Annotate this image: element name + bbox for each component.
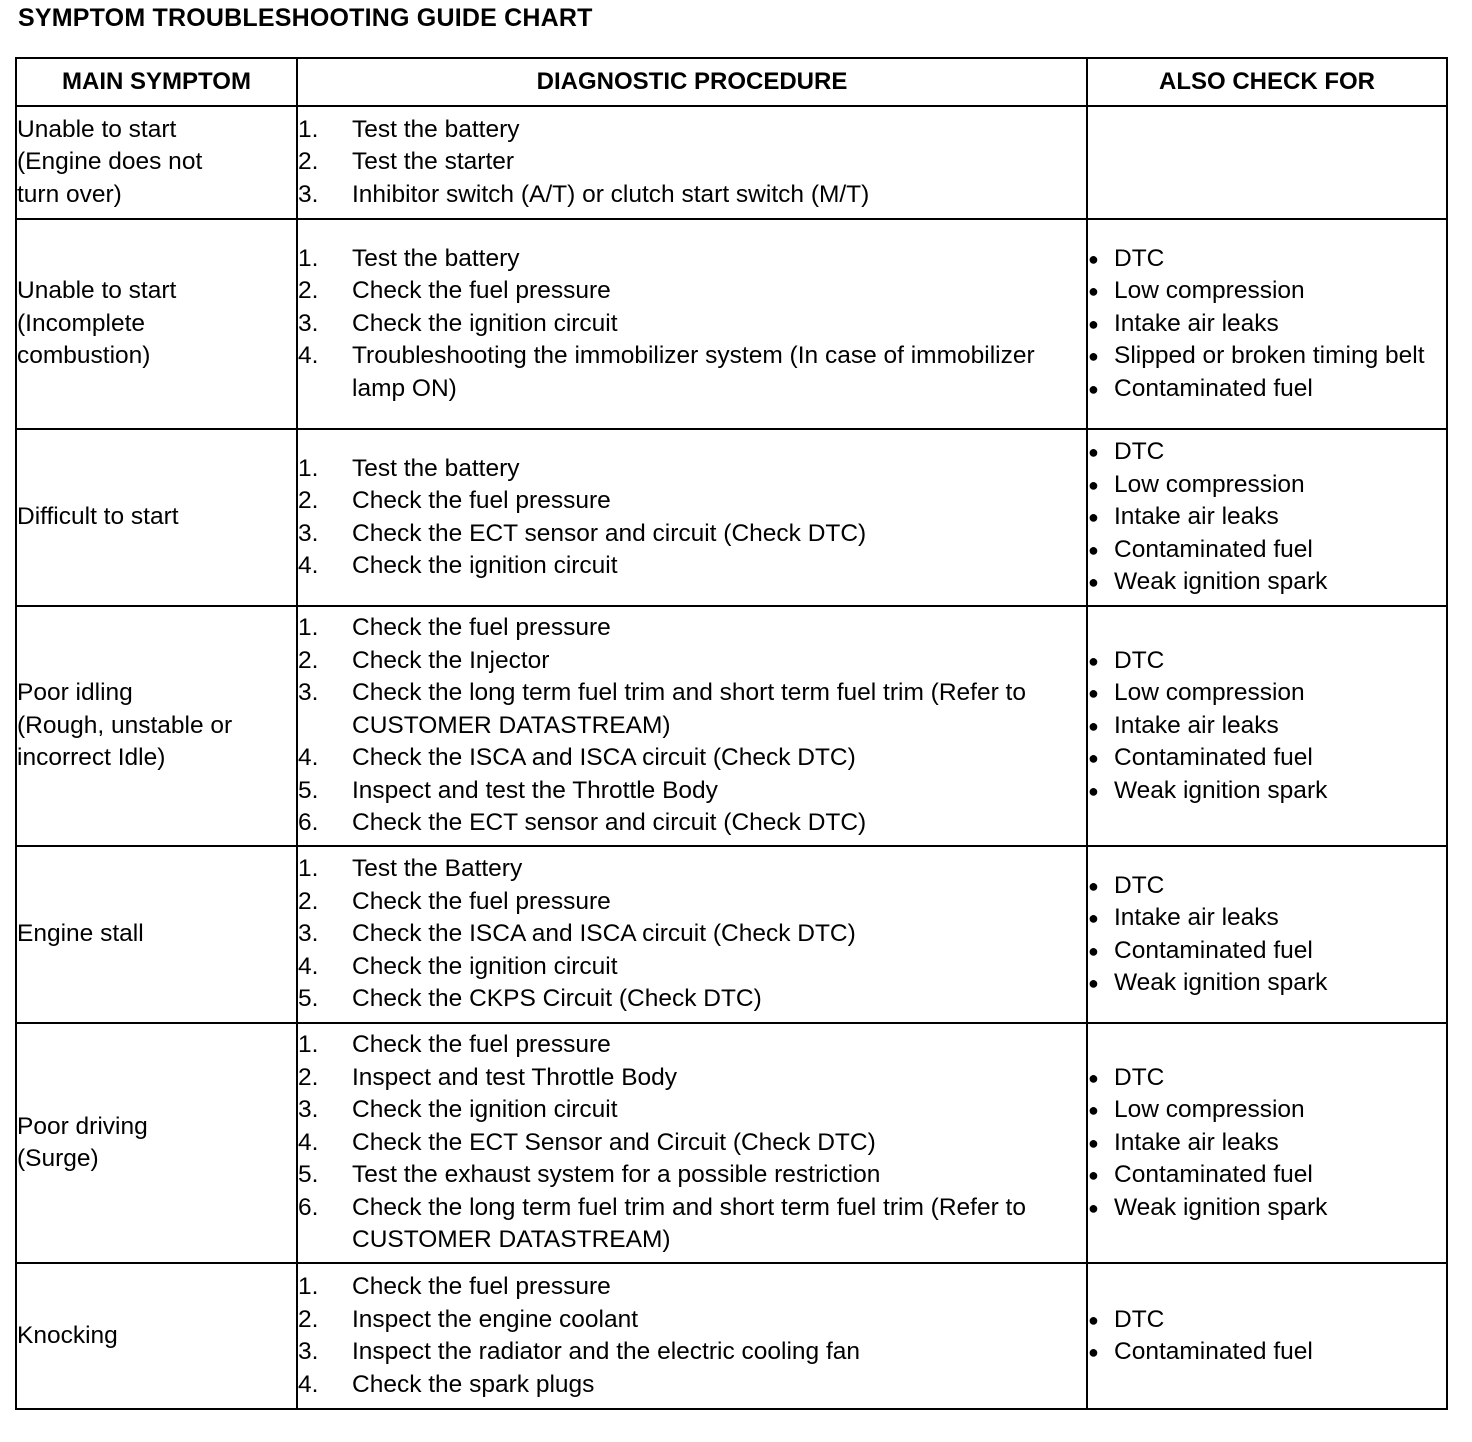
also-check-item [1088, 935, 1446, 968]
bullet-icon: ● [1088, 940, 1099, 961]
bullet-icon: ● [1088, 346, 1099, 367]
symptom-text: Unable to start [17, 115, 177, 143]
step-number: 4. [298, 552, 319, 579]
step-text: Check the Injector [352, 646, 550, 674]
step-number: 4. [298, 1128, 319, 1156]
symptom-text: Unable to start [17, 277, 177, 305]
bullet-icon: ● [1088, 539, 1099, 560]
header-main-symptom: MAIN SYMPTOM [16, 58, 297, 106]
also-check-list [1088, 436, 1446, 599]
also-check-item [1088, 742, 1446, 775]
step-number: 2. [298, 887, 319, 915]
bullet-icon: ● [1088, 1067, 1099, 1088]
also-check-item [1088, 677, 1446, 710]
procedure-step [298, 308, 1086, 341]
procedure-step [298, 114, 1086, 147]
procedure-step [298, 243, 1086, 276]
bullet-icon: ● [1088, 1309, 1099, 1330]
also-check-text: Low compression [1114, 1096, 1305, 1124]
procedure-step [298, 677, 1086, 742]
symptom-text: (Rough, unstable or [17, 711, 233, 739]
also-check-item [1088, 501, 1446, 534]
step-number: 4. [298, 1370, 319, 1398]
procedure-list [298, 114, 1086, 212]
also-check-text: Contaminated fuel [1114, 535, 1313, 563]
step-number: 3. [298, 679, 319, 707]
step-number: 5. [298, 776, 319, 804]
bullet-icon: ● [1088, 780, 1099, 801]
step-text: Check the ISCA and ISCA circuit (Check DTC) [352, 920, 856, 948]
also-check-text: Contaminated fuel [1114, 374, 1313, 402]
also-check-item [1088, 1192, 1446, 1225]
also-check-cell [1087, 106, 1447, 219]
bullet-icon: ● [1088, 650, 1099, 671]
step-text: Check the fuel pressure [352, 1031, 611, 1059]
table-row [16, 846, 1447, 1023]
also-check-text: Weak ignition spark [1114, 1193, 1328, 1221]
procedure-step [298, 518, 1086, 551]
procedure-cell [297, 106, 1087, 219]
symptom-text: incorrect Idle) [17, 744, 166, 772]
step-number: 1. [298, 1273, 319, 1300]
procedure-list [298, 612, 1086, 840]
also-check-text: Intake air leaks [1114, 309, 1279, 337]
procedure-step [298, 1304, 1086, 1337]
also-check-text: Intake air leaks [1114, 711, 1279, 739]
step-text: Check the fuel pressure [352, 487, 611, 514]
procedure-step [298, 612, 1086, 645]
bullet-icon: ● [1088, 973, 1099, 993]
table-row [16, 219, 1447, 429]
bullet-icon: ● [1088, 1165, 1099, 1186]
also-check-item [1088, 243, 1446, 276]
bullet-icon: ● [1088, 1342, 1099, 1362]
bullet-icon: ● [1088, 908, 1099, 928]
also-check-text: Weak ignition spark [1114, 568, 1328, 596]
step-text: Check the long term fuel trim and short term fuel trim (Refer to CUSTOMER DATASTREAM) [352, 679, 1026, 739]
bullet-icon: ● [1088, 1197, 1099, 1218]
header-diagnostic-procedure: DIAGNOSTIC PROCEDURE [297, 58, 1087, 106]
also-check-item [1088, 775, 1446, 808]
procedure-step [298, 179, 1086, 212]
bullet-icon: ● [1088, 248, 1099, 269]
step-number: 2. [298, 1305, 319, 1333]
also-check-item [1088, 710, 1446, 743]
step-text: Test the exhaust system for a possible restriction [352, 1161, 881, 1189]
symptom-cell [16, 429, 297, 606]
procedure-step [298, 1271, 1086, 1304]
step-number: 4. [298, 342, 319, 370]
step-number: 2. [298, 148, 319, 176]
also-check-list [1088, 645, 1446, 808]
also-check-list [1088, 1062, 1446, 1225]
step-text: Check the fuel pressure [352, 887, 611, 915]
step-number: 2. [298, 487, 319, 514]
symptom-text: (Incomplete [17, 309, 146, 337]
also-check-text: DTC [1114, 646, 1165, 674]
step-number: 4. [298, 744, 319, 772]
also-check-item [1088, 436, 1446, 469]
procedure-step [298, 742, 1086, 775]
symptom-text: (Surge) [17, 1145, 99, 1172]
bullet-icon: ● [1088, 378, 1099, 399]
procedure-step [298, 1369, 1086, 1402]
step-text: Check the ECT sensor and circuit (Check DTC) [352, 519, 867, 547]
bullet-icon: ● [1088, 875, 1099, 896]
step-text: Check the ECT Sensor and Circuit (Check DTC) [352, 1128, 876, 1156]
procedure-list [298, 1271, 1086, 1401]
procedure-step [298, 1062, 1086, 1095]
procedure-step [298, 146, 1086, 179]
also-check-text: Low compression [1114, 470, 1305, 498]
symptom-cell [16, 106, 297, 219]
step-number: 3. [298, 180, 319, 208]
also-check-item [1088, 870, 1446, 903]
step-text: Test the battery [352, 115, 520, 143]
procedure-list [298, 1029, 1086, 1257]
step-text: Inhibitor switch (A/T) or clutch start switch (M/T) [352, 180, 870, 208]
also-check-cell [1087, 846, 1447, 1023]
also-check-cell [1087, 1023, 1447, 1263]
step-number: 3. [298, 920, 319, 948]
step-text: Check the ignition circuit [352, 309, 618, 337]
step-text: Check the fuel pressure [352, 1273, 611, 1300]
step-number: 6. [298, 809, 319, 837]
symptom-text: (Engine does not [17, 148, 203, 176]
symptom-cell [16, 1023, 297, 1263]
step-text: Inspect and test Throttle Body [352, 1063, 678, 1091]
troubleshooting-table [15, 57, 1448, 1410]
also-check-item [1088, 340, 1446, 373]
header-row [16, 58, 1447, 106]
also-check-list [1088, 1304, 1446, 1369]
symptom-text: Poor driving [17, 1112, 148, 1140]
procedure-step [298, 1336, 1086, 1369]
step-text: Check the CKPS Circuit (Check DTC) [352, 985, 762, 1013]
procedure-step [298, 645, 1086, 678]
step-text: Troubleshooting the immobilizer system (In case of immobilizer lamp ON) [352, 342, 1035, 402]
bullet-icon: ● [1088, 1100, 1099, 1121]
table-row [16, 1263, 1447, 1409]
step-number: 3. [298, 1338, 319, 1365]
also-check-item [1088, 373, 1446, 406]
step-number: 3. [298, 1096, 319, 1124]
also-check-item [1088, 1304, 1446, 1337]
table-row [16, 606, 1447, 846]
also-check-list [1088, 243, 1446, 406]
table-row [16, 106, 1447, 219]
also-check-cell [1087, 606, 1447, 846]
also-check-item [1088, 275, 1446, 308]
also-check-text: DTC [1114, 1063, 1165, 1091]
step-number: 5. [298, 1161, 319, 1189]
also-check-item [1088, 1094, 1446, 1127]
symptom-cell [16, 606, 297, 846]
symptom-text: combustion) [17, 342, 151, 370]
symptom-cell [16, 846, 297, 1023]
procedure-step [298, 340, 1086, 405]
step-number: 1. [298, 855, 319, 883]
bullet-icon: ● [1088, 507, 1099, 528]
symptom-text: Poor idling [17, 679, 133, 707]
step-number: 1. [298, 1031, 319, 1059]
also-check-text: Intake air leaks [1114, 904, 1279, 931]
step-number: 1. [298, 614, 319, 642]
also-check-list [1088, 870, 1446, 1000]
step-number: 1. [298, 454, 319, 482]
also-check-item [1088, 566, 1446, 599]
bullet-icon: ● [1088, 572, 1099, 593]
bullet-icon: ● [1088, 474, 1099, 495]
step-number: 1. [298, 115, 319, 143]
step-text: Inspect and test the Throttle Body [352, 776, 718, 804]
step-number: 2. [298, 646, 319, 674]
bullet-icon: ● [1088, 748, 1099, 769]
also-check-text: Intake air leaks [1114, 503, 1279, 531]
also-check-item [1088, 1159, 1446, 1192]
also-check-item [1088, 308, 1446, 341]
procedure-cell [297, 1263, 1087, 1409]
procedure-step [298, 951, 1086, 984]
step-text: Check the fuel pressure [352, 614, 611, 642]
bullet-icon: ● [1088, 683, 1099, 704]
symptom-cell [16, 219, 297, 429]
step-text: Check the spark plugs [352, 1370, 595, 1398]
step-text: Inspect the engine coolant [352, 1305, 639, 1333]
also-check-text: Slipped or broken timing belt [1114, 342, 1425, 370]
also-check-text: Contaminated fuel [1114, 936, 1313, 964]
symptom-cell [16, 1263, 297, 1409]
table-body [16, 106, 1447, 1409]
procedure-list [298, 243, 1086, 406]
procedure-step [298, 1192, 1086, 1257]
procedure-step [298, 853, 1086, 886]
also-check-item [1088, 1336, 1446, 1369]
procedure-cell [297, 606, 1087, 846]
step-text: Check the fuel pressure [352, 277, 611, 305]
bullet-icon: ● [1088, 313, 1099, 334]
also-check-item [1088, 1127, 1446, 1160]
also-check-item [1088, 1062, 1446, 1095]
bullet-icon: ● [1088, 442, 1099, 463]
step-text: Check the ignition circuit [352, 1096, 618, 1124]
also-check-text: Low compression [1114, 277, 1305, 305]
step-number: 3. [298, 519, 319, 547]
table-row [16, 429, 1447, 606]
procedure-cell [297, 1023, 1087, 1263]
procedure-step [298, 918, 1086, 951]
procedure-list [298, 853, 1086, 1016]
procedure-step [298, 485, 1086, 518]
also-check-text: Contaminated fuel [1114, 744, 1313, 772]
procedure-step [298, 807, 1086, 840]
procedure-cell [297, 429, 1087, 606]
also-check-text: DTC [1114, 244, 1165, 272]
step-number: 1. [298, 244, 319, 272]
also-check-cell [1087, 1263, 1447, 1409]
step-number: 6. [298, 1193, 319, 1221]
procedure-list [298, 453, 1086, 583]
procedure-step [298, 1029, 1086, 1062]
step-text: Check the ISCA and ISCA circuit (Check DTC) [352, 744, 856, 772]
bullet-icon: ● [1088, 715, 1099, 736]
step-number: 5. [298, 985, 319, 1013]
procedure-cell [297, 219, 1087, 429]
also-check-text: Intake air leaks [1114, 1128, 1279, 1156]
step-text: Inspect the radiator and the electric cooling fan [352, 1338, 861, 1365]
procedure-step [298, 275, 1086, 308]
step-text: Check the ECT sensor and circuit (Check DTC) [352, 809, 867, 837]
step-text: Test the starter [352, 148, 515, 176]
procedure-step [298, 775, 1086, 808]
procedure-step [298, 1127, 1086, 1160]
step-text: Test the battery [352, 244, 520, 272]
procedure-step [298, 983, 1086, 1016]
also-check-item [1088, 902, 1446, 935]
header-also-check-for: ALSO CHECK FOR [1087, 58, 1447, 106]
also-check-text: Weak ignition spark [1114, 776, 1328, 804]
also-check-text: Contaminated fuel [1114, 1338, 1313, 1365]
symptom-text: Engine stall [17, 920, 144, 948]
step-number: 2. [298, 277, 319, 305]
symptom-text: turn over) [17, 180, 122, 208]
symptom-text: Difficult to start [17, 503, 179, 531]
also-check-cell [1087, 219, 1447, 429]
procedure-step [298, 550, 1086, 583]
bullet-icon: ● [1088, 281, 1099, 302]
step-text: Check the ignition circuit [352, 952, 618, 980]
step-text: Test the battery [352, 454, 520, 482]
procedure-step [298, 886, 1086, 919]
symptom-text: Knocking [17, 1321, 118, 1349]
step-text: Test the Battery [352, 855, 523, 883]
also-check-item [1088, 645, 1446, 678]
procedure-step [298, 1159, 1086, 1192]
page-title: SYMPTOM TROUBLESHOOTING GUIDE CHART [18, 4, 593, 32]
step-number: 4. [298, 952, 319, 980]
also-check-item [1088, 534, 1446, 567]
also-check-text: Low compression [1114, 679, 1305, 707]
step-text: Check the ignition circuit [352, 552, 618, 579]
also-check-item [1088, 967, 1446, 1000]
also-check-cell [1087, 429, 1447, 606]
table-row [16, 1023, 1447, 1263]
also-check-text: DTC [1114, 1305, 1165, 1333]
step-number: 2. [298, 1063, 319, 1091]
step-text: Check the long term fuel trim and short term fuel trim (Refer to CUSTOMER DATASTREAM) [352, 1193, 1026, 1254]
also-check-text: DTC [1114, 438, 1165, 466]
procedure-step [298, 1094, 1086, 1127]
also-check-item [1088, 469, 1446, 502]
procedure-step [298, 453, 1086, 486]
bullet-icon: ● [1088, 1132, 1099, 1153]
step-number: 3. [298, 309, 319, 337]
procedure-cell [297, 846, 1087, 1023]
also-check-text: Weak ignition spark [1114, 969, 1328, 996]
also-check-text: Contaminated fuel [1114, 1161, 1313, 1189]
also-check-text: DTC [1114, 871, 1165, 899]
